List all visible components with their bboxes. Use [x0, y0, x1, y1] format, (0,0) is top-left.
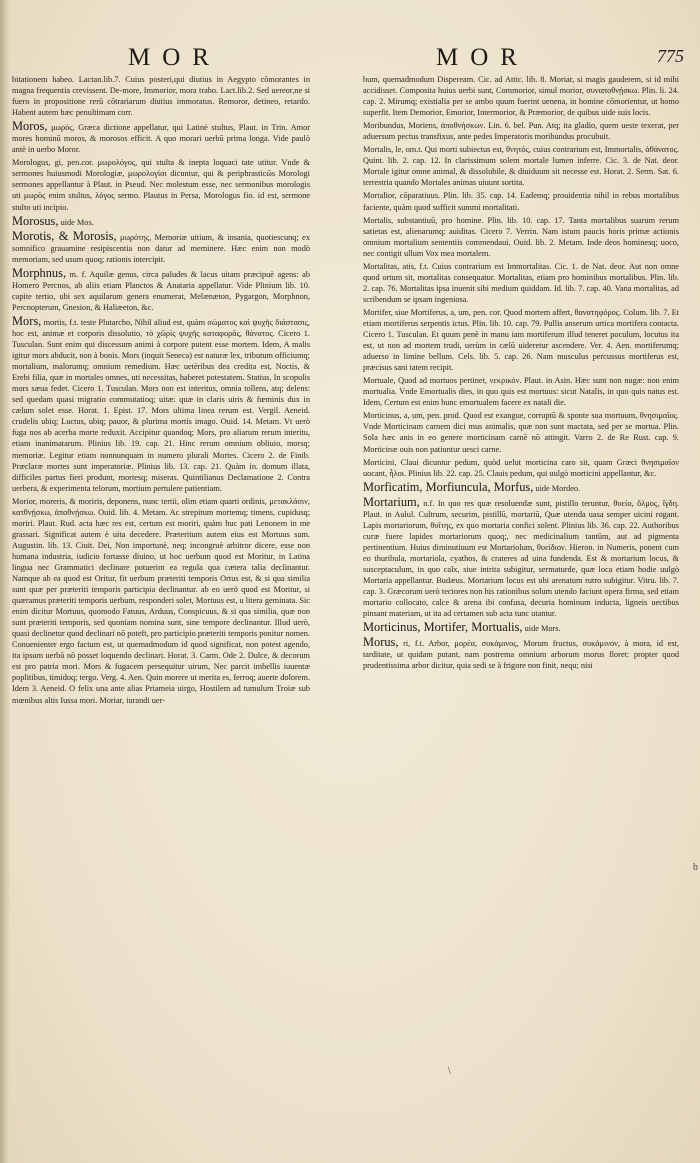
dictionary-entry: [363, 74, 679, 118]
entry-headword: Morotis, & Morosis,: [12, 228, 117, 243]
dictionary-entry: [363, 481, 679, 494]
dictionary-entry: [363, 496, 679, 620]
entry-text: Morticini, Claui dicuntur pedum, quòd uelut morticina caro sit, quam Græci θνησιμαῖον uocant, ἧλοι. Plinius lib. 22. cap. 25. Clauis pedum, qui uulgò morticini appellantur, &c.: [363, 457, 679, 478]
entry-headword: Mortarium,: [363, 494, 420, 509]
dictionary-entry: [12, 74, 310, 118]
right-column: [363, 74, 679, 673]
dictionary-entry: [12, 315, 310, 494]
dictionary-entry: [363, 190, 679, 212]
entry-text: Morologus, gi, pen.cor. μωρολόγος, qui stulta & inepta loquaci tate utitur. Vnde & sermones huiusmodi Morologiæ, μωρολογίαι dicuntur, qui & periphrasticῶs Morologi sermones appellantur à Plaut. in Pseud. Nec molestum esse, nec sermonibus morologis uti μωρὸς enim stultus, λόγος sermo. Plautus in Persa, Morologus fio. id est, sermone stulto uti incipio.: [12, 158, 310, 212]
entry-text: bitationem habeo. Lactan.lib.7. Cuius posteri,qui diutius in Aegypto cōmorantes in magna frequentia crevissent. De-more, Immorior, mora traho. Lact.lib.2. Sed uereor,ne si fuero in propositione rerū cōtrariarum diutius immoratus. Remoror, detineo, retardo. Habent autem hæc penultimam corr.: [12, 75, 310, 118]
running-head-right: MOR: [436, 44, 529, 71]
dictionary-entry: [363, 215, 679, 259]
entry-text: n.f. In quo res quæ resoluendæ sunt, pistillo teruntur, θυεία, ὅλμος, ἴγδη. Plaut. in Aulul. Cultrum, securim, pistillū, mortariū, Quæ utenda uasa semper uicini rogant. Lapis mortariorum, θυῖτης, ex quo mortaria confici solent. Plinius lib. 36. cap. 22. Authoribus curæ fuere lapides mortariorum quoq;, nec medicinalium tantūm, aut ad pigmenta pertinentium. Huius diminutiuum est Mortariolum, θυείδιον. Hieron. in Numeris, ponent cum eo thuribula, mortariola, cyathos, & crateres ad uina fundenda. Est & mortarium locus, & susceptaculum, in quo calx, siue intrita subigitur, sermaturde, quæ loca etiam hodie uulgò Mortaria appellantur. Budæus. Mortarium locus est ubi arenatum rutro subigitur. Vitru. lib. 7. cap. 3. Græcorum uerò tectores non his rationibus solum utendo faciunt opera firma, sed etiam mortario collocato, calce & arena ibi confusa, decuria hominum inducta, ligneis uectibus pinsant materiam, ut ita ad certamen sub acta tunc utantur.: [363, 498, 679, 619]
entry-headword: Morus,: [363, 635, 399, 650]
dictionary-entry: [363, 120, 679, 142]
signature-mark: b: [693, 862, 698, 873]
entry-text: Mortalitas, atis, f.t. Cuius contrarium est Immortalitas. Cic. 1. de Nat. deor. Aut non omne quod ortum sit, mortalitas consequatur. Mortalitas, etiam pro hominibus mortalibus. Plin. lib. 2. cap. 76. Mortalitas ipsa inuenit sibi medium quiddam. Id. lib. 7. cap. 40. Vana mortalitas, ad scribendum se ipsam ingeniosa.: [363, 261, 679, 304]
dictionary-entry: [363, 457, 679, 479]
dictionary-entry: [363, 144, 679, 188]
entry-text: uide Mordeo.: [535, 483, 581, 493]
entry-headword: Moros,: [12, 119, 48, 134]
entry-text: Mortalis, le, om.t. Qui morti subiectus est, θνητός, cuius contrarium est, Immortalis, ἀθάνατος. Quint. lib. 2. cap. 12. In clarissimum solem mortale lumen inferre. Cic. 3. de Nat. deor. Mortale igitur omne animal, & dissolubile, & diuiduum sit necesse est. Horat. 2. Serm. Sat. 6. terrestria quando Mortales animas uiuunt sortita.: [363, 145, 679, 188]
dictionary-entry: [363, 410, 679, 454]
entry-text: Morticinus, a, um, pen. prod. Quod est exangue, corruptū & sponte sua mortuum, θνησιμαῖος. Vnde Morticinam carnem dici mus animalis, quæ non sunt mactata, sed per se mortua. Plin. Sola hæc anis in eo genere morticinam carnē nō attingit. Varro 2. de Re Rust. cap. 9. Morticinæ ouis non patiuntur uesci carne.: [363, 411, 679, 454]
entry-text: Mortalis, substantiuū, pro homine. Plin. lib. 10. cap. 17. Tanta mortalibus suarum rerum satietas est, alienarumq; auiditas. Cicero 7. Verrin. Nam istum paucis horis primæ actionis omnium mortalium sententiis commendaui. Ouid. lib. 2. Metam. Inde deos hominesq; uoco, nec contigit ullum Vox mea mortalem.: [363, 215, 679, 258]
entry-text: Moribundus, Moriens, ἀποθνήσκων. Lin. 6. bel. Pun. Atq; ita gladio, quem ueste texerat, per aduersum pectus transfixus, ante pedes Imperatoris moribundus procubuit.: [363, 121, 679, 142]
entry-headword: Morphnus,: [12, 265, 67, 280]
dictionary-entry: [363, 375, 679, 408]
dictionary-entry: [363, 261, 679, 305]
page-gutter-shadow: [0, 0, 10, 1163]
dictionary-entry: [12, 157, 310, 212]
page-number: 775: [657, 46, 684, 66]
entry-headword: Mors,: [12, 313, 42, 328]
dictionary-entry: [363, 621, 679, 634]
dictionary-entry: [363, 636, 679, 671]
entry-text: μωρός, Græca dictione appellatur, qui Latinè stultus, Plaut. in Trin. Amor mores hominū moros, & morosos efficit. A quo morari uerbū prima longa. Vide paulò antè in uerbo Moror.: [12, 123, 311, 155]
dictionary-entry: [12, 267, 310, 313]
entry-text: bum, quemadmodum Dispeream. Cic. ad Attic. lib. 8. Moriar, si magis gauderem, si id mihi accidisset. Composita huius uerbi sunt, Commorior, simul morior, συναποθνῄσκω. Plin. li. 24. cap. 2. Mirumq; existialia per se ambo quum fuerint uenena, in homine cōmorientur, ut homo superfit. Item Demorior, Emorior, Intermorior, & Præmorior, de quibus uide suis locis.: [363, 75, 679, 118]
entry-text: Morior, moreris, & moriris, deponens, nunc tertii, olim etiam quarti ordinis, μετακλάσιν, κατθνῄσκω, ἀποθνῄσκω. Ouid. lib. 4. Metam. Ac strepitum mortemq; timens, cupidusq; moriri. Plaut. Rud. acta hæc res est, certum est moriri, quàm huc pati Lenonem in me grassari. Significat autem è uita decedere. Præteritum autem eius est Mortuus sum. Augustin. lib. 13. Ciuit. Dei, Non importunè, neq; incongruè arbitror dicere, esse non humana industria, iudicio fortasse diuino, ut hoc uerbum quod est Moritur, in Latina lingua nec Grammatici declinare potuerint ea regula qua cætera talia declinantur. Namque ab ea quod est Oritur, fit uerbum præteriti temporis Ortus est, & si qua similia sunt quæ per præteriti temporis participia declinantur. ab eo uerò quod est Moritur, si quæramus præteriti temporis uerbum, responderi solet, Mortuus est, u litera geminata. Sic enim dicitur Mortuus, quomodo Fatuus, Arduus, Conspicuus, & si qua similia, quæ non sunt præteriti temporis, sed quoniam nomina sunt, sine tempore declinantur. Illud uerò, quasi declinetur quod declinari nō poteft, pro participio præteriti temporis ponitur nomen. Conuenienter ergo factum est, ut quemadmodum id quod significat, non potest agendo, ita ipsum uerbū nō posset loquendo declinari. Horat. 3. Carm. Ode 2. Dulce, & decorum est pro patria mori. Mors & fugacem persequitur uirum, Nec parcit imbellis iuuentæ poplitibus, timidoq; tergo. Verg. 4. Aen. Quin morere ut merita es, ferroq; auerte dolorem. Idem 3. Aeneid. O felix una ante alias Priameia uirgo, Hostilem ad tumulum Troiæ sub mœnibus altis Iussa mori. Moriar, iurandi uer-: [12, 496, 310, 705]
running-head-left: MOR: [128, 44, 221, 71]
dictionary-entry: [12, 230, 310, 265]
entry-text: m. f. Aquilæ genus, circa paludes & lacus uitam præcipuè agens: ab Homero Percnos, ab aliis etiam Planctos & Anataria appellatur. Vide Plinium lib. 10. capite tertio, ubi sex aquilarum genera enumerat, Melænæton, Pygargon, Morphnon, Percnopterum, Gnesion, & Haliæeton, &c.: [12, 269, 310, 312]
left-column: [12, 74, 310, 708]
dictionary-entry: [12, 120, 310, 155]
ink-mark: \: [448, 1066, 451, 1077]
entry-text: Mortifer, siue Mortiferus, a, um, pen. cor. Quod mortem affert, θανατηφόρος. Colum. lib. 7. Et etiam mortiferus serpentis ictus. Plin. lib. 10. cap. 79. Pullis anserum urtica mortifera contacta. Cicero 1. Tusculan. Et quum penè in manu iam mortiferum illud teneret poculum, locutus ita est, ut non ad mortem trudi, uerùm in cælū uideretur ascendere. Ver. 4. Aen. mortiferumq; aduerso in limine bellum. Cels. lib. 5. cap. 26. Nam musculus percussus mortiferus est, præcisus sani tatem recipit.: [363, 307, 679, 373]
entry-text: ri, f.t. Arbor, μορέα, συκάμινος, Morum fructus, συκάμινον, à mora, id est, tarditate, ut quidam putant, nam postrema omnium arborum morus floret: propter quod prudentissima arbor dicitur, quia sedi se à frigore non finit, nequ; nisi: [363, 639, 679, 671]
entry-text: Mortuale, Quod ad mortuos pertinet, νεκρικόν. Plaut. in Asin. Hæc sunt non nugæ: non enim mortualia. Vnde Emortualis dies, in quo quis est mortuus: sicut Natalis, in quo quis natus est. Idem, Certum est enim hunc emortualem facere ex natali die.: [363, 376, 679, 408]
entry-headword: Morficatim, Morfiuncula, Morfus,: [363, 479, 534, 494]
entry-headword: Morticinus, Mortifer, Mortualis,: [363, 620, 523, 635]
entry-text: μωρότης, Memoriæ uitium, & insania, quotiescunq; ex somnifico grauamine resipiscentia non datur ad meminere. Hæc enim non modò memoriam, sed usum quoq; rationis intercipit.: [12, 232, 310, 264]
dictionary-entry: [12, 215, 310, 228]
entry-text: mortis, f.t. teste Plutarcho, Nihil aliud est, quàm σώματος καὶ ψυχῆς διάστασις, hoc est, animæ et corporis dissolutio, τὸ χῶρὶς ψυχῆς καταφορᾶς, θάνατος. Cicero 1. Tusculan. Sunt enim qui discessum animi à corpore putent esse mortem. Idem, A malis igitur mors abducit, non à bonis. Mors (inquit Seneca) est naturæ lex, tributum officiumq; mortalium, malorumq; omnium remedium. Hæc uetèribus dea credita est, Noctis, & Erebi filia, quæ in mortales omnes, uti necessitas, haberet potestatem. Statius, In scopulis mors sæua fedet. Cicero 1. Tusculan. Mors non est interitus, omnia tollens, atq; delens: sed quedam quasi migratio commutatioq; uitæ: quæ in claris uiris & fœminis dux in cælum solet esse. Horat. 1. Epist. 17. Mors ultima linea rerum est. Vergil. Aeneid. crudelis ubiq; Luctus, ubiq; pauor, & plurima mortis imago. Ouid. 14. Metam. Vt uerò fuga nos ab acerba morte reduxit. Accipitur quandoq; Mors, pro aliarum rerum interitu, etiam inanimatarum. Plinius lib. 19. cap. 21. Hinc rerum omnium obliuio, morsq; memoriæ. Legitur etiam nonnunquam in numero plurali Mortes. Cicero 2. de Finib. Præclaræ mortes sunt imperatoriæ. Plinius lib. 13. cap. 21. Quàm in. domum illata, difficiles partus fieri produnt, mortesq; miseras. Quintilianus Declamatione 2. Contra uerbera, & experimenta telorum, mortium pertulere patientiam.: [12, 317, 310, 493]
entry-headword: Morosus,: [12, 213, 59, 228]
dictionary-entry: [363, 307, 679, 373]
dictionary-entry: [12, 496, 310, 706]
entry-text: uide Mos.: [60, 217, 94, 227]
entry-text: uide Mors.: [524, 624, 561, 634]
entry-text: Mortalior, cōparatiuus. Plin. lib. 35. cap. 14. Eademq; prouidentia nihil in rebus mortalibus faciente, quàm quod sufficit summi mortalitati.: [363, 191, 679, 212]
